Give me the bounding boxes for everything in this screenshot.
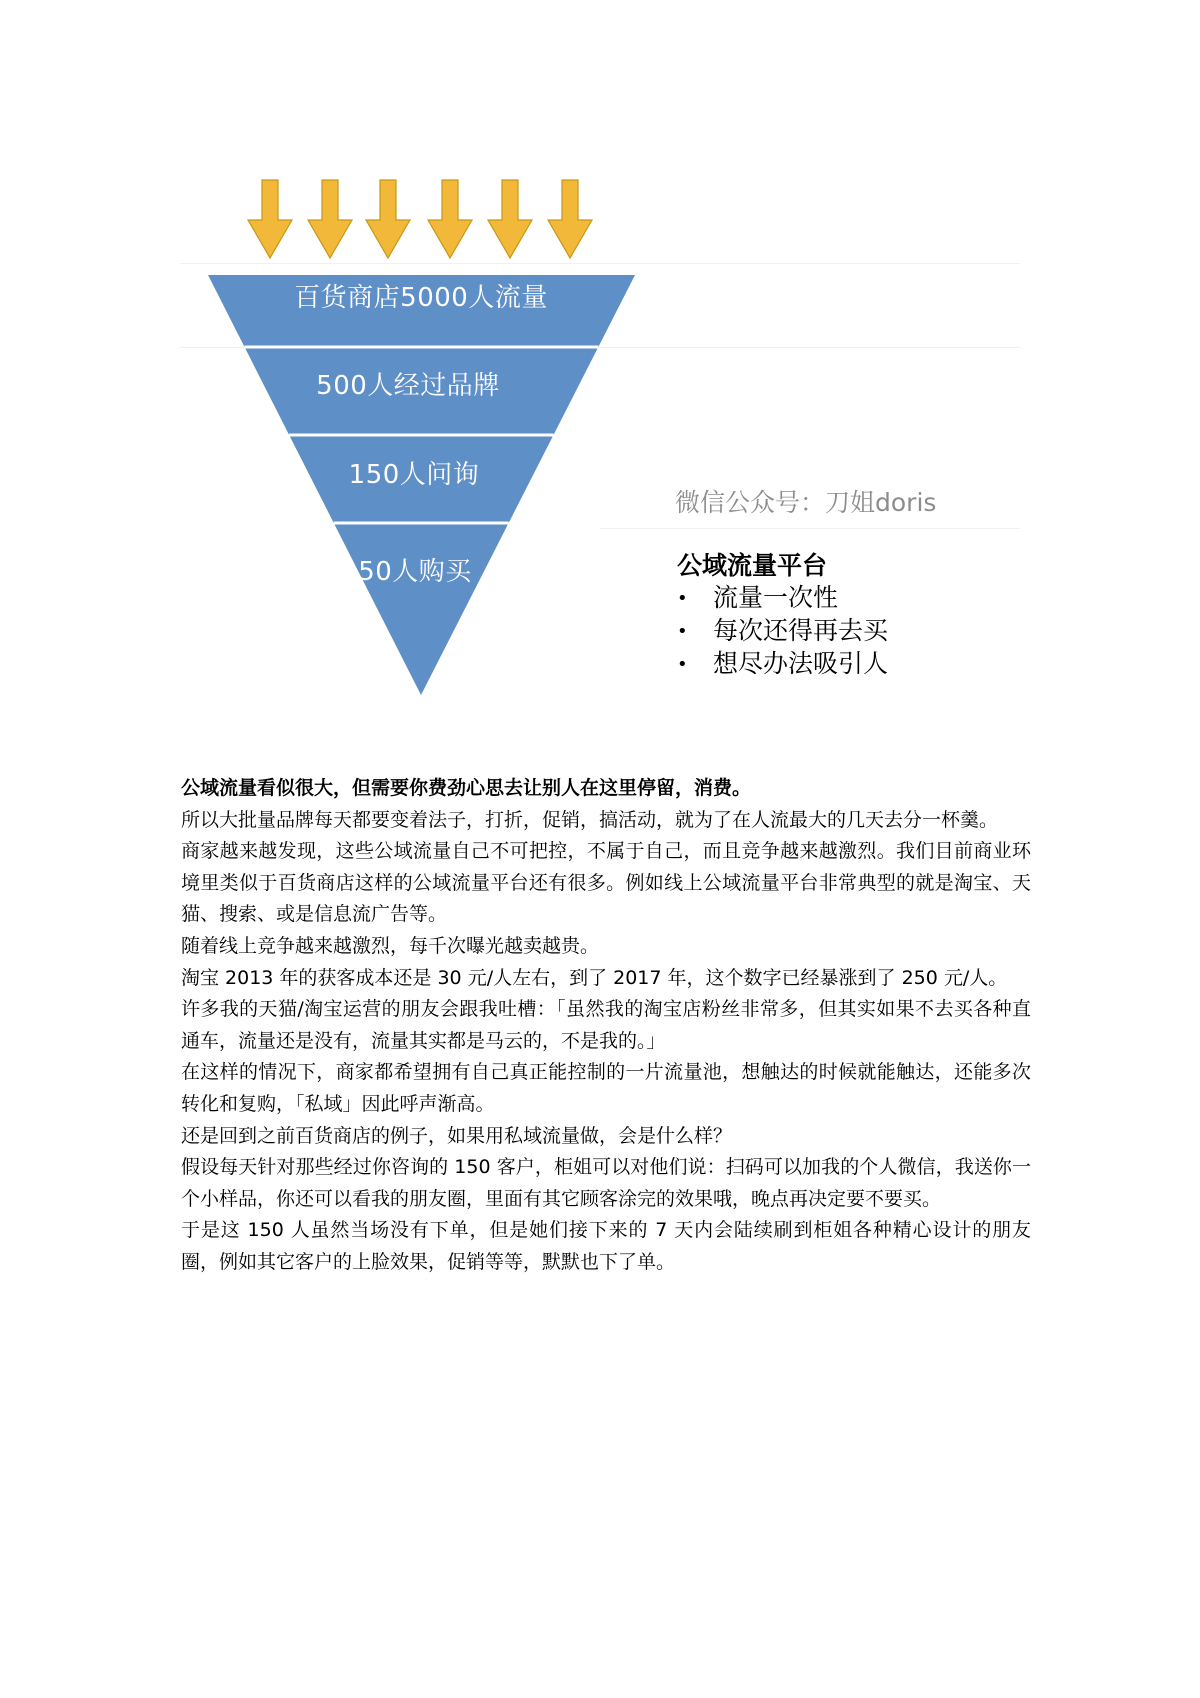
down-arrow-icon (428, 180, 472, 258)
down-arrow-icon (488, 180, 532, 258)
bullet-text: 想尽办法吸引人 (713, 649, 889, 678)
bullet-item (677, 615, 1017, 648)
article-paragraph: 在这样的情况下，商家都希望拥有自己真正能控制的一片流量池，想触达的时候就能触达，还能多次转化和复购，「私域」因此呼声渐高。 (181, 1061, 1031, 1115)
article-paragraph: 随着线上竞争越来越激烈，每千次曝光越卖越贵。 (181, 934, 600, 957)
bullet-item (677, 648, 1017, 681)
platform-title: 公域流量平台 (677, 551, 828, 580)
article-paragraph: 商家越来越发现，这些公域流量自己不可把控，不属于自己，而且竞争越来越激烈。我们目前商业环境里类似于百货商店这样的公域流量平台还有很多。例如线上公域流量平台非常典型的就是淘宝、天猫、搜索、或是信息流广告等。 (181, 840, 1031, 926)
article-paragraph: 许多我的天猫/淘宝运营的朋友会跟我吐槽：「虽然我的淘宝店粉丝非常多，但其实如果不去买各种直通车，流量还是没有，流量其实都是马云的，不是我的。」 (181, 998, 1031, 1052)
bullet-icon: • (677, 621, 688, 642)
platform-summary (677, 550, 1017, 681)
funnel-level-4-label: 50人购买 (358, 557, 472, 587)
funnel-level-3-label: 150人问询 (348, 460, 480, 490)
down-arrow-icon (548, 180, 592, 258)
article-body (181, 773, 1031, 1279)
article-paragraph: 所以大批量品牌每天都要变着法子，打折，促销，搞活动，就为了在人流最大的几天去分一杯羹。 (181, 808, 999, 831)
article-paragraph: 假设每天针对那些经过你咨询的 150 客户，柜姐可以对他们说：扫码可以加我的个人微信，我送你一个小样品，你还可以看我的朋友圈，里面有其它顾客涂完的效果哦，晚点再决定要不要买。 (181, 1156, 1031, 1210)
article-lead: 公域流量看似很大，但需要你费劲心思去让别人在这里停留，消费。 (181, 777, 752, 799)
arrows-group (248, 180, 592, 258)
watermark-text: 微信公众号：刀姐doris (675, 488, 937, 517)
bullet-text: 每次还得再去买 (713, 616, 889, 645)
platform-bullet-list (677, 582, 1017, 681)
funnel-level-2-label: 500人经过品牌 (316, 371, 500, 401)
bullet-text: 流量一次性 (713, 583, 839, 612)
down-arrow-icon (366, 180, 410, 258)
article-paragraph: 淘宝 2013 年的获客成本还是 30 元/人左右，到了 2017 年，这个数字已经暴涨到了 250 元/人。 (181, 966, 1008, 989)
article-paragraph: 还是回到之前百货商店的例子，如果用私域流量做，会是什么样？ (181, 1124, 733, 1147)
funnel-figure (180, 165, 1030, 710)
bullet-item (677, 582, 1017, 615)
bullet-icon: • (677, 654, 688, 675)
bullet-icon: • (677, 588, 688, 609)
down-arrow-icon (248, 180, 292, 258)
funnel-level-1-label: 百货商店5000人流量 (294, 283, 548, 313)
down-arrow-icon (308, 180, 352, 258)
article-paragraph: 于是这 150 人虽然当场没有下单，但是她们接下来的 7 天内会陆续刷到柜姐各种精心设计的朋友圈，例如其它客户的上脸效果，促销等等，默默也下了单。 (181, 1219, 1031, 1273)
